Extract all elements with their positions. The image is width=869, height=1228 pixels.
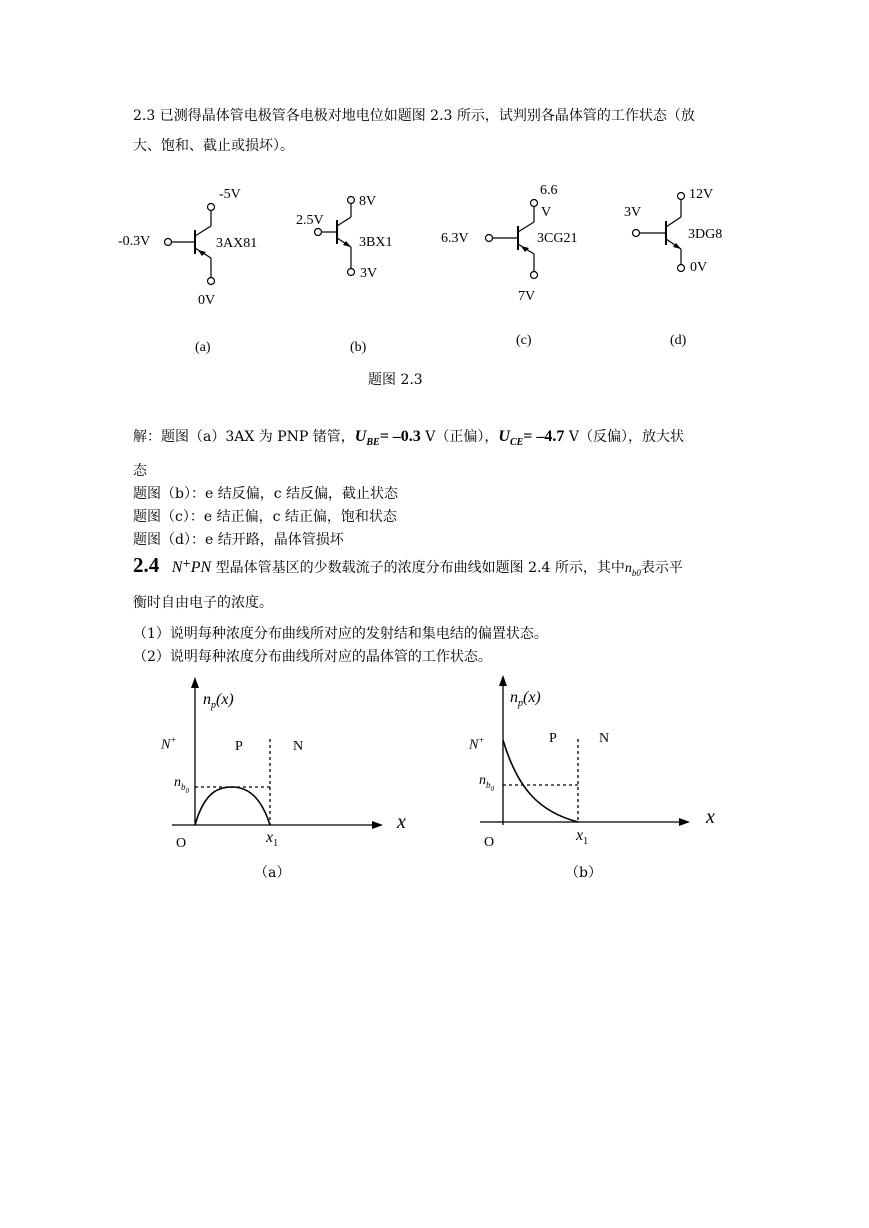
circuit-c-collector-voltage: 6.6: [540, 183, 558, 198]
circuit-d-base-voltage: 3V: [624, 205, 642, 220]
problem-2-3-line1: 2.3 已测得晶体管电极管各电极对地电位如题图 2.3 所示，试判别各晶体管的工作状态（放: [133, 108, 695, 124]
circuit-a-collector-voltage: -5V: [219, 187, 241, 202]
nb0-symbol: n: [624, 561, 632, 576]
figure-2-3-caption: 题图 2.3: [368, 372, 423, 388]
uce-unit: V（反偏），放大状: [564, 429, 684, 445]
circuit-d-label: (d): [670, 333, 687, 348]
pn-symbol: PN: [190, 559, 212, 576]
graph-a-p-region: P: [235, 739, 243, 754]
transistor-c: [486, 200, 538, 279]
circuit-b-label: (b): [350, 340, 367, 355]
circuit-d-emitter-voltage: 0V: [690, 260, 708, 275]
graph-b-nb0: $n_{b_0}$: [479, 773, 494, 793]
circuit-a-emitter-voltage: 0V: [198, 293, 216, 308]
circuit-b-base-voltage: 2.5V: [296, 213, 324, 228]
graph-b-x-axis-label: x: [706, 806, 715, 828]
ube-symbol: U: [354, 428, 367, 445]
graph-b-nplus: N+: [469, 735, 485, 753]
uce-symbol: U: [498, 428, 510, 445]
ube-subscript: BE: [366, 436, 380, 448]
circuit-d-collector-voltage: 12V: [689, 187, 714, 202]
solution-c: 题图（c）：e 结正偏，c 结正偏，饱和状态: [133, 509, 397, 525]
circuit-c-label: (c): [516, 333, 532, 348]
problem-2-4-line2: 衡时自由电子的浓度。: [133, 595, 273, 611]
circuit-c-emitter-voltage: 7V: [518, 289, 536, 304]
graph-a-nplus: N+: [161, 735, 177, 753]
graph-a-nb0: $n_{b_0}$: [174, 775, 189, 795]
problem-2-4-q2: （2）说明每种浓度分布曲线所对应的晶体管的工作状态。: [133, 649, 492, 665]
circuit-c-model: 3CG21: [537, 231, 578, 246]
graph-b-ylabel: $n_p(x)$: [510, 689, 541, 710]
graph-a-curve: [195, 787, 270, 825]
graph-a-caption: （a）: [254, 865, 291, 881]
circuit-b-collector-voltage: 8V: [359, 194, 377, 209]
ube-value: = –0.3: [379, 428, 421, 445]
problem-2-4-text1: 型晶体管基区的少数载流子的浓度分布曲线如题图 2.4 所示，其中: [211, 560, 625, 576]
circuit-a-label: (a): [195, 340, 211, 355]
solution-line-a: [133, 428, 684, 452]
circuit-a-model: 3AX81: [216, 236, 258, 251]
graph-b-p-region: P: [549, 731, 557, 746]
circuit-a-base-voltage: -0.3V: [118, 234, 151, 249]
solution-d: 题图（d）：e 结开路，晶体管损坏: [133, 532, 344, 548]
uce-value: = –4.7: [523, 428, 565, 445]
circuit-c-collector-unit: V: [541, 205, 552, 220]
problem-2-4-number: 2.4: [133, 553, 160, 577]
graph-a-ylabel: $n_p(x)$: [203, 691, 234, 712]
circuit-c-base-voltage: 6.3V: [441, 231, 469, 246]
transistor-b: [315, 197, 355, 276]
solution-b: 题图（b）：e 结反偏，c 结反偏，截止状态: [133, 486, 398, 502]
graph-a-origin: O: [176, 836, 187, 851]
graph-b-x1: $x_1$: [576, 827, 589, 848]
n-plus-sup: +: [182, 558, 191, 570]
graph-a-n-region: N: [293, 739, 304, 754]
graph-b-caption: （b）: [565, 865, 602, 881]
circuit-b-emitter-voltage: 3V: [360, 266, 378, 281]
nb0-subscript: b0: [631, 567, 641, 578]
graph-a-x1: $x_1$: [266, 829, 279, 850]
problem-2-4-text2: 表示平: [640, 560, 683, 576]
graph-a-x-axis-label: x: [397, 811, 406, 833]
graph-b-curve: [503, 740, 578, 822]
circuit-d-model: 3DG8: [688, 227, 723, 242]
problem-2-4-q1: （1）说明每种浓度分布曲线所对应的发射结和集电结的偏置状态。: [133, 626, 548, 642]
ube-unit: V（正偏），: [420, 429, 499, 445]
graph-b-n-region: N: [599, 731, 610, 746]
problem-2-4-line1: [133, 553, 683, 578]
problem-2-3-line2: 大、饱和、截止或损坏）。: [133, 138, 294, 154]
transistor-a: [165, 204, 215, 285]
solution-cont: 态: [133, 463, 147, 479]
uce-subscript: CE: [509, 436, 524, 448]
graph-b-origin: O: [484, 835, 495, 850]
circuit-b-model: 3BX1: [359, 235, 393, 250]
n-plus-symbol: N: [171, 559, 183, 576]
solution-prefix: 解：题图（a）3AX 为 PNP 锗管，: [133, 429, 355, 445]
